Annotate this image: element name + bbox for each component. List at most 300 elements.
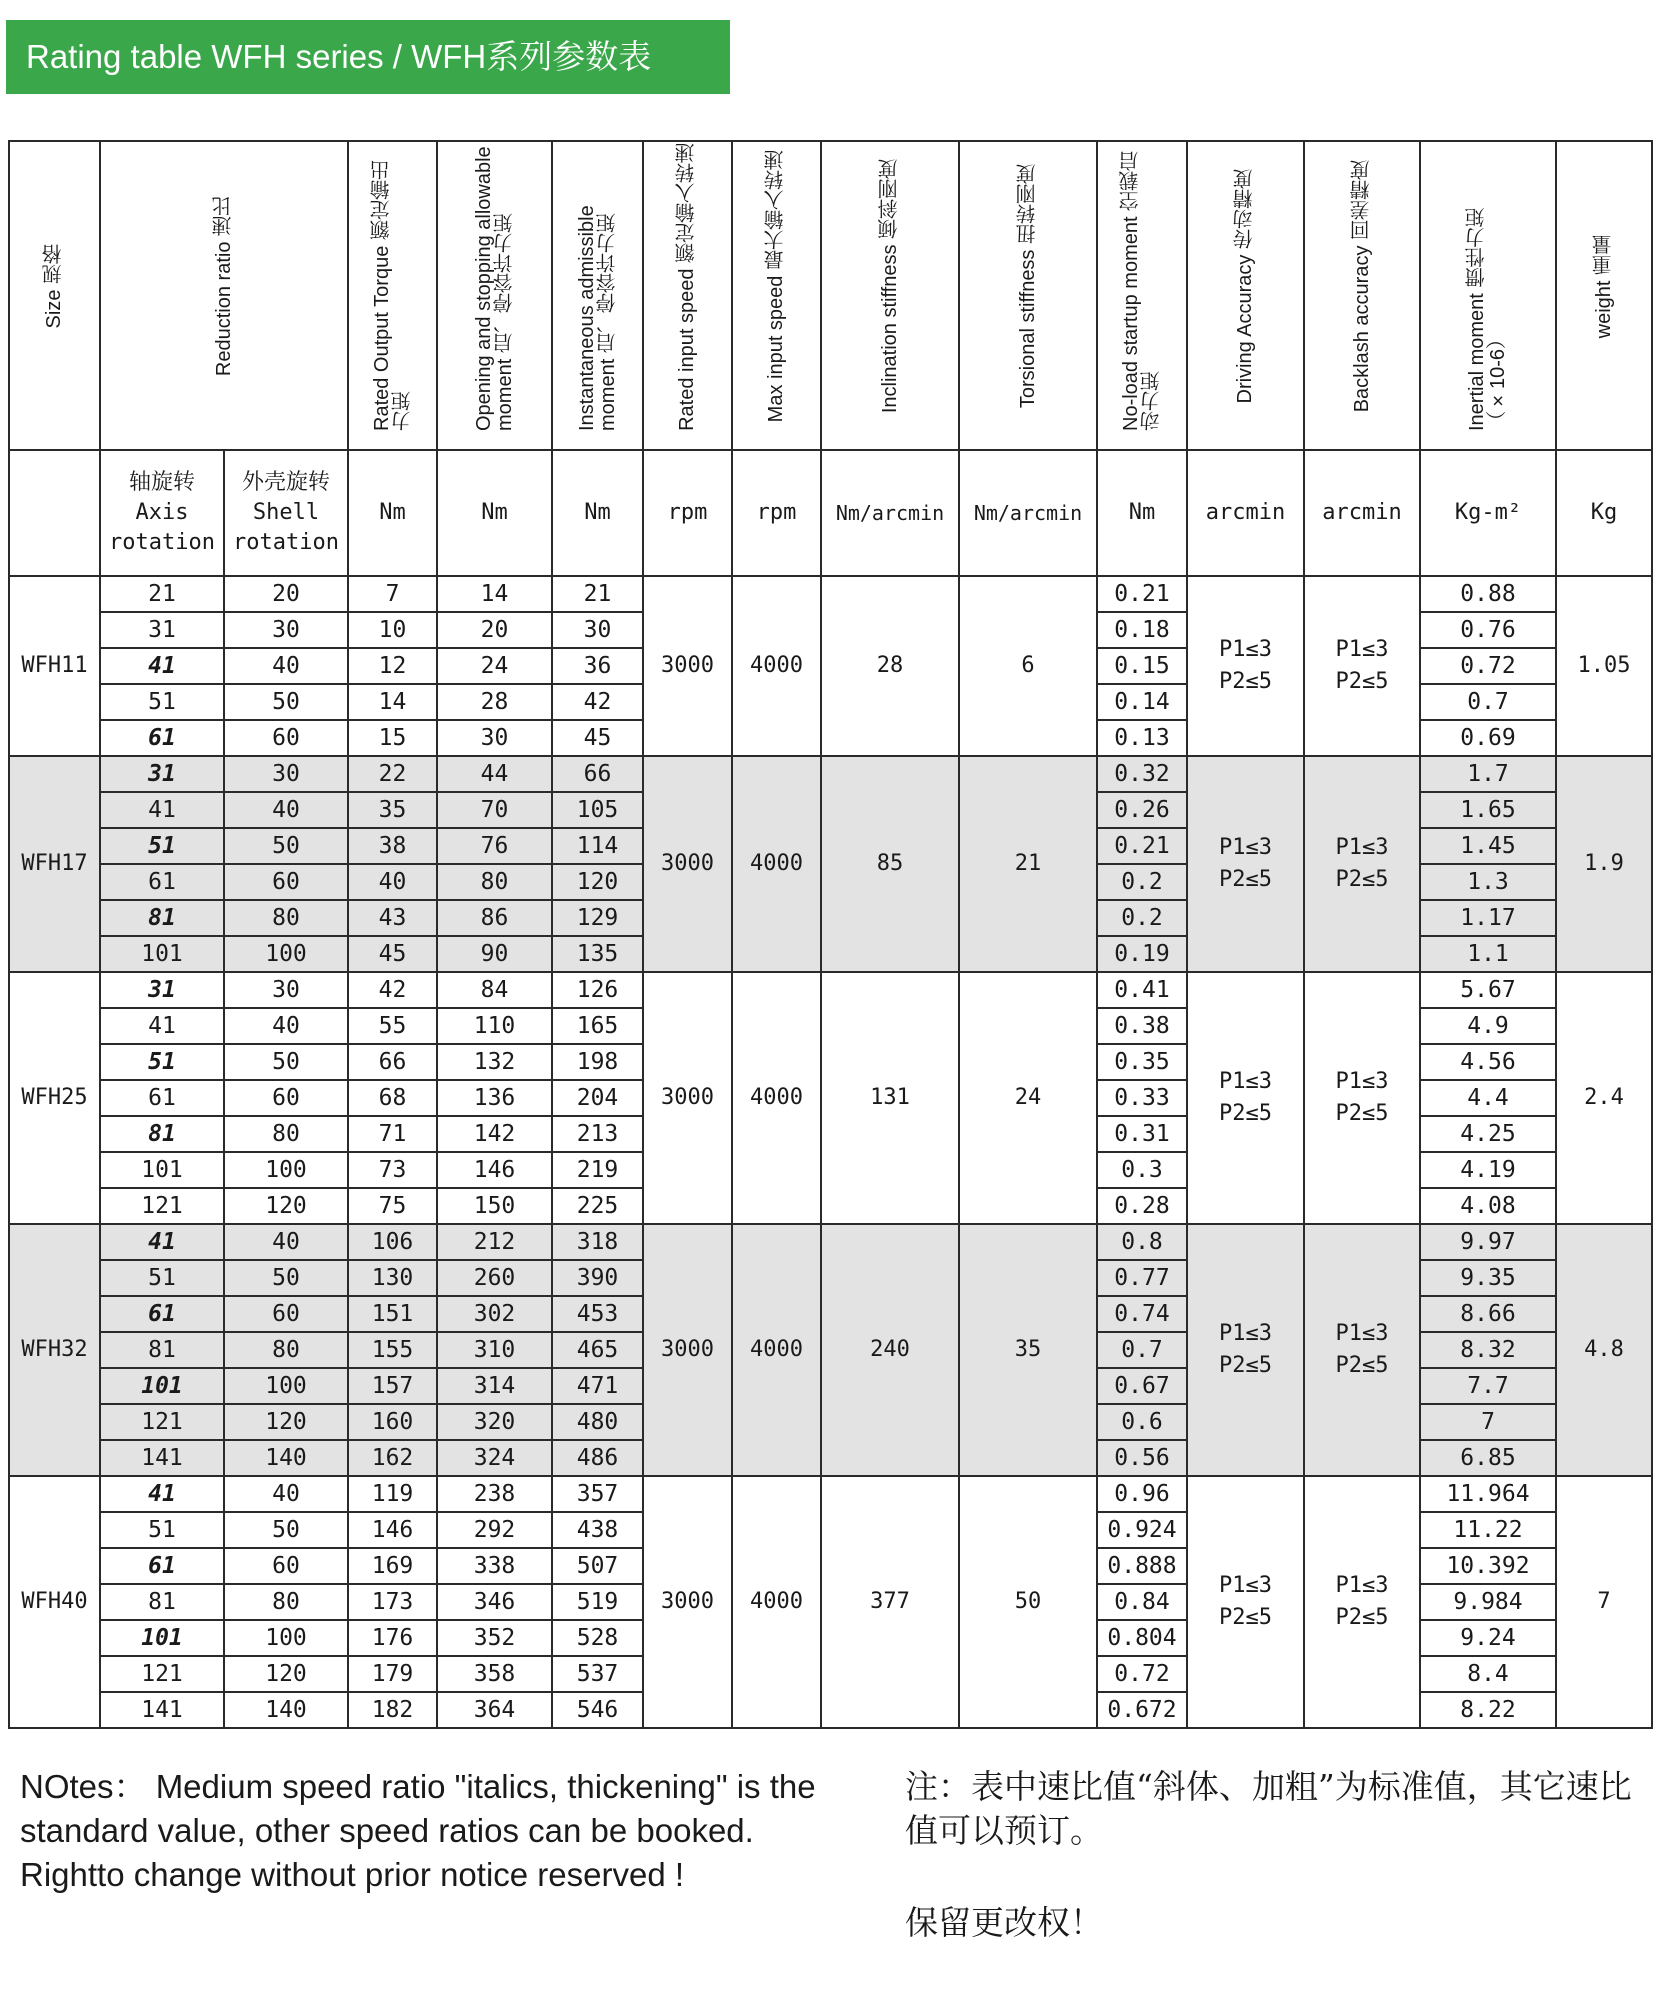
size-group-wfh17 (9, 756, 1652, 972)
axis-ratio-cell: 41 (100, 648, 224, 684)
header-row-units (9, 450, 1652, 576)
opening-moment-cell: 44 (437, 756, 552, 792)
shell-ratio-cell: 30 (224, 972, 348, 1008)
inertia-cell: 10.392 (1420, 1548, 1556, 1584)
axis-ratio-cell: 141 (100, 1692, 224, 1728)
inertia-cell: 0.72 (1420, 648, 1556, 684)
shell-ratio-cell: 40 (224, 648, 348, 684)
size-cell: WFH40 (9, 1476, 100, 1728)
inclination-stiffness-cell: 240 (821, 1224, 959, 1476)
opening-moment-cell: 80 (437, 864, 552, 900)
noload-moment-cell: 0.77 (1097, 1260, 1187, 1296)
axis-ratio-cell: 121 (100, 1404, 224, 1440)
header-rated-input-speed: Rated input speed 额定输入转速 (643, 141, 732, 450)
max-input-speed-cell: 4000 (732, 972, 821, 1224)
axis-ratio-cell: 61 (100, 1080, 224, 1116)
instantaneous-moment-cell: 129 (552, 900, 643, 936)
weight-cell: 1.9 (1556, 756, 1652, 972)
instantaneous-moment-cell: 21 (552, 576, 643, 612)
unit-size (9, 450, 100, 576)
rated-torque-cell: 10 (348, 612, 437, 648)
rated-torque-cell: 45 (348, 936, 437, 972)
opening-moment-cell: 150 (437, 1188, 552, 1224)
shell-ratio-cell: 140 (224, 1692, 348, 1728)
shell-ratio-cell: 80 (224, 900, 348, 936)
instantaneous-moment-cell: 204 (552, 1080, 643, 1116)
opening-moment-cell: 142 (437, 1116, 552, 1152)
shell-ratio-cell: 30 (224, 756, 348, 792)
shell-ratio-cell: 40 (224, 1224, 348, 1260)
opening-moment-cell: 364 (437, 1692, 552, 1728)
axis-ratio-cell: 61 (100, 1296, 224, 1332)
noload-moment-cell: 0.6 (1097, 1404, 1187, 1440)
opening-moment-cell: 90 (437, 936, 552, 972)
inertia-cell: 7 (1420, 1404, 1556, 1440)
instantaneous-moment-cell: 537 (552, 1656, 643, 1692)
shell-ratio-cell: 80 (224, 1584, 348, 1620)
shell-ratio-cell: 100 (224, 1620, 348, 1656)
unit-opening-stopping-moment: Nm (437, 450, 552, 576)
table-row (9, 1476, 1652, 1512)
noload-moment-cell: 0.13 (1097, 720, 1187, 756)
noload-moment-cell: 0.18 (1097, 612, 1187, 648)
instantaneous-moment-cell: 318 (552, 1224, 643, 1260)
noload-moment-cell: 0.2 (1097, 900, 1187, 936)
rated-input-speed-cell: 3000 (643, 1224, 732, 1476)
opening-moment-cell: 212 (437, 1224, 552, 1260)
rated-torque-cell: 155 (348, 1332, 437, 1368)
instantaneous-moment-cell: 225 (552, 1188, 643, 1224)
size-cell: WFH11 (9, 576, 100, 756)
shell-ratio-cell: 120 (224, 1656, 348, 1692)
shell-ratio-cell: 100 (224, 936, 348, 972)
noload-moment-cell: 0.31 (1097, 1116, 1187, 1152)
rated-torque-cell: 130 (348, 1260, 437, 1296)
instantaneous-moment-cell: 546 (552, 1692, 643, 1728)
rated-torque-cell: 182 (348, 1692, 437, 1728)
notes-english (20, 1765, 850, 1897)
instantaneous-moment-cell: 45 (552, 720, 643, 756)
unit-backlash-accuracy: arcmin (1304, 450, 1420, 576)
noload-moment-cell: 0.67 (1097, 1368, 1187, 1404)
header-torsional-stiffness: Torsional stiffness 扭转刚度 (959, 141, 1097, 450)
header-weight: weight 重量 (1556, 141, 1652, 450)
rated-torque-cell: 176 (348, 1620, 437, 1656)
unit-driving-accuracy: arcmin (1187, 450, 1304, 576)
max-input-speed-cell: 4000 (732, 576, 821, 756)
torsional-stiffness-cell: 6 (959, 576, 1097, 756)
notes-cn-line2: 保留更改权！ (905, 1903, 1103, 1942)
axis-ratio-cell: 61 (100, 720, 224, 756)
noload-moment-cell: 0.15 (1097, 648, 1187, 684)
opening-moment-cell: 358 (437, 1656, 552, 1692)
opening-moment-cell: 110 (437, 1008, 552, 1044)
noload-moment-cell: 0.96 (1097, 1476, 1187, 1512)
rated-torque-cell: 179 (348, 1656, 437, 1692)
axis-ratio-cell: 51 (100, 1512, 224, 1548)
rated-torque-cell: 7 (348, 576, 437, 612)
axis-ratio-cell: 121 (100, 1656, 224, 1692)
rated-torque-cell: 66 (348, 1044, 437, 1080)
shell-ratio-cell: 140 (224, 1440, 348, 1476)
noload-moment-cell: 0.26 (1097, 792, 1187, 828)
rated-torque-cell: 12 (348, 648, 437, 684)
rated-torque-cell: 157 (348, 1368, 437, 1404)
opening-moment-cell: 320 (437, 1404, 552, 1440)
opening-moment-cell: 260 (437, 1260, 552, 1296)
rated-torque-cell: 14 (348, 684, 437, 720)
inertia-cell: 8.22 (1420, 1692, 1556, 1728)
instantaneous-moment-cell: 453 (552, 1296, 643, 1332)
opening-moment-cell: 346 (437, 1584, 552, 1620)
inclination-stiffness-cell: 377 (821, 1476, 959, 1728)
backlash-accuracy-cell: P1≤3 P2≤5 (1304, 972, 1420, 1224)
shell-ratio-cell: 50 (224, 1260, 348, 1296)
rated-input-speed-cell: 3000 (643, 972, 732, 1224)
noload-moment-cell: 0.28 (1097, 1188, 1187, 1224)
weight-cell: 2.4 (1556, 972, 1652, 1224)
opening-moment-cell: 28 (437, 684, 552, 720)
notes-cn-line1: 注：表中速比值“斜体、加粗”为标准值，其它速比值可以预订。 (905, 1767, 1632, 1850)
noload-moment-cell: 0.32 (1097, 756, 1187, 792)
table-row (9, 972, 1652, 1008)
driving-accuracy-cell: P1≤3 P2≤5 (1187, 576, 1304, 756)
instantaneous-moment-cell: 219 (552, 1152, 643, 1188)
axis-ratio-cell: 61 (100, 1548, 224, 1584)
noload-moment-cell: 0.672 (1097, 1692, 1187, 1728)
subheader-shell-rotation: 外壳旋转 Shell rotation (224, 450, 348, 576)
rated-torque-cell: 40 (348, 864, 437, 900)
rated-input-speed-cell: 3000 (643, 756, 732, 972)
axis-ratio-cell: 101 (100, 1368, 224, 1404)
axis-ratio-cell: 81 (100, 900, 224, 936)
backlash-accuracy-cell: P1≤3 P2≤5 (1304, 1476, 1420, 1728)
opening-moment-cell: 324 (437, 1440, 552, 1476)
table-row (9, 1224, 1652, 1260)
rated-torque-cell: 119 (348, 1476, 437, 1512)
table-row (9, 576, 1652, 612)
torsional-stiffness-cell: 21 (959, 756, 1097, 972)
torsional-stiffness-cell: 35 (959, 1224, 1097, 1476)
shell-ratio-cell: 40 (224, 1008, 348, 1044)
header-row-labels (9, 141, 1652, 450)
shell-ratio-cell: 60 (224, 864, 348, 900)
weight-cell: 4.8 (1556, 1224, 1652, 1476)
noload-moment-cell: 0.74 (1097, 1296, 1187, 1332)
instantaneous-moment-cell: 471 (552, 1368, 643, 1404)
opening-moment-cell: 70 (437, 792, 552, 828)
instantaneous-moment-cell: 66 (552, 756, 643, 792)
rated-torque-cell: 146 (348, 1512, 437, 1548)
unit-weight: Kg (1556, 450, 1652, 576)
rated-torque-cell: 73 (348, 1152, 437, 1188)
noload-moment-cell: 0.41 (1097, 972, 1187, 1008)
noload-moment-cell: 0.84 (1097, 1584, 1187, 1620)
instantaneous-moment-cell: 528 (552, 1620, 643, 1656)
instantaneous-moment-cell: 30 (552, 612, 643, 648)
inertia-cell: 9.24 (1420, 1620, 1556, 1656)
instantaneous-moment-cell: 357 (552, 1476, 643, 1512)
rated-torque-cell: 35 (348, 792, 437, 828)
shell-ratio-cell: 60 (224, 1296, 348, 1332)
shell-ratio-cell: 80 (224, 1116, 348, 1152)
opening-moment-cell: 30 (437, 720, 552, 756)
noload-moment-cell: 0.21 (1097, 576, 1187, 612)
inertia-cell: 0.69 (1420, 720, 1556, 756)
inertia-cell: 9.984 (1420, 1584, 1556, 1620)
inclination-stiffness-cell: 85 (821, 756, 959, 972)
shell-ratio-cell: 50 (224, 1512, 348, 1548)
noload-moment-cell: 0.35 (1097, 1044, 1187, 1080)
unit-max-input-speed: rpm (732, 450, 821, 576)
axis-ratio-cell: 101 (100, 1152, 224, 1188)
unit-rated-output-torque: Nm (348, 450, 437, 576)
axis-ratio-cell: 81 (100, 1116, 224, 1152)
opening-moment-cell: 292 (437, 1512, 552, 1548)
noload-moment-cell: 0.33 (1097, 1080, 1187, 1116)
opening-moment-cell: 314 (437, 1368, 552, 1404)
instantaneous-moment-cell: 213 (552, 1116, 643, 1152)
noload-moment-cell: 0.3 (1097, 1152, 1187, 1188)
rated-torque-cell: 55 (348, 1008, 437, 1044)
shell-ratio-cell: 100 (224, 1152, 348, 1188)
shell-ratio-cell: 120 (224, 1404, 348, 1440)
opening-moment-cell: 338 (437, 1548, 552, 1584)
axis-ratio-cell: 41 (100, 792, 224, 828)
opening-moment-cell: 76 (437, 828, 552, 864)
size-cell: WFH32 (9, 1224, 100, 1476)
rated-input-speed-cell: 3000 (643, 576, 732, 756)
inertia-cell: 8.66 (1420, 1296, 1556, 1332)
instantaneous-moment-cell: 519 (552, 1584, 643, 1620)
page-title: Rating table WFH series / WFH系列参数表 (6, 20, 730, 94)
notes-chinese (905, 1765, 1645, 1945)
unit-noload-startup-moment: Nm (1097, 450, 1187, 576)
rated-torque-cell: 106 (348, 1224, 437, 1260)
header-backlash-accuracy: Backlash accuracy 回差精度 (1304, 141, 1420, 450)
noload-moment-cell: 0.924 (1097, 1512, 1187, 1548)
instantaneous-moment-cell: 120 (552, 864, 643, 900)
axis-ratio-cell: 21 (100, 576, 224, 612)
header-inclination-stiffness: Inclination stiffness 倾斜刚度 (821, 141, 959, 450)
header-max-input-speed: Max input speed 最大输入转速 (732, 141, 821, 450)
torsional-stiffness-cell: 50 (959, 1476, 1097, 1728)
unit-torsional-stiffness: Nm/arcmin (959, 450, 1097, 576)
inertia-cell: 4.4 (1420, 1080, 1556, 1116)
shell-ratio-cell: 50 (224, 1044, 348, 1080)
weight-cell: 7 (1556, 1476, 1652, 1728)
inertia-cell: 4.19 (1420, 1152, 1556, 1188)
rated-torque-cell: 160 (348, 1404, 437, 1440)
opening-moment-cell: 146 (437, 1152, 552, 1188)
max-input-speed-cell: 4000 (732, 1224, 821, 1476)
axis-ratio-cell: 101 (100, 1620, 224, 1656)
inertia-cell: 1.45 (1420, 828, 1556, 864)
instantaneous-moment-cell: 198 (552, 1044, 643, 1080)
axis-ratio-cell: 51 (100, 1260, 224, 1296)
axis-ratio-cell: 61 (100, 864, 224, 900)
opening-moment-cell: 136 (437, 1080, 552, 1116)
max-input-speed-cell: 4000 (732, 756, 821, 972)
shell-ratio-cell: 60 (224, 1080, 348, 1116)
rated-torque-cell: 173 (348, 1584, 437, 1620)
axis-ratio-cell: 51 (100, 1044, 224, 1080)
inertia-cell: 0.88 (1420, 576, 1556, 612)
rated-torque-cell: 15 (348, 720, 437, 756)
inertia-cell: 4.25 (1420, 1116, 1556, 1152)
axis-ratio-cell: 31 (100, 612, 224, 648)
size-group-wfh32 (9, 1224, 1652, 1476)
axis-ratio-cell: 81 (100, 1584, 224, 1620)
driving-accuracy-cell: P1≤3 P2≤5 (1187, 756, 1304, 972)
instantaneous-moment-cell: 114 (552, 828, 643, 864)
max-input-speed-cell: 4000 (732, 1476, 821, 1728)
shell-ratio-cell: 50 (224, 684, 348, 720)
shell-ratio-cell: 60 (224, 720, 348, 756)
opening-moment-cell: 238 (437, 1476, 552, 1512)
instantaneous-moment-cell: 135 (552, 936, 643, 972)
header-driving-accuracy: Driving Accuracy 传动精度 (1187, 141, 1304, 450)
inertia-cell: 1.1 (1420, 936, 1556, 972)
notes-en-line2: Rightto change without prior notice reserved ! (20, 1856, 685, 1893)
opening-moment-cell: 24 (437, 648, 552, 684)
axis-ratio-cell: 41 (100, 1224, 224, 1260)
instantaneous-moment-cell: 438 (552, 1512, 643, 1548)
rated-torque-cell: 68 (348, 1080, 437, 1116)
table-row (9, 756, 1652, 792)
axis-ratio-cell: 141 (100, 1440, 224, 1476)
inertia-cell: 6.85 (1420, 1440, 1556, 1476)
notes-en-line1: NOtes： Medium speed ratio "italics, thickening" is the standard value, other speed ratios can be booked. (20, 1768, 816, 1849)
instantaneous-moment-cell: 42 (552, 684, 643, 720)
weight-cell: 1.05 (1556, 576, 1652, 756)
rated-input-speed-cell: 3000 (643, 1476, 732, 1728)
rated-torque-cell: 71 (348, 1116, 437, 1152)
axis-ratio-cell: 41 (100, 1008, 224, 1044)
noload-moment-cell: 0.14 (1097, 684, 1187, 720)
opening-moment-cell: 352 (437, 1620, 552, 1656)
backlash-accuracy-cell: P1≤3 P2≤5 (1304, 1224, 1420, 1476)
inertia-cell: 5.67 (1420, 972, 1556, 1008)
driving-accuracy-cell: P1≤3 P2≤5 (1187, 1476, 1304, 1728)
torsional-stiffness-cell: 24 (959, 972, 1097, 1224)
inertia-cell: 1.65 (1420, 792, 1556, 828)
axis-ratio-cell: 31 (100, 756, 224, 792)
instantaneous-moment-cell: 36 (552, 648, 643, 684)
header-opening-stopping-moment: Opening and stopping allowable moment 启、停容许力矩 (437, 141, 552, 450)
axis-ratio-cell: 101 (100, 936, 224, 972)
shell-ratio-cell: 120 (224, 1188, 348, 1224)
shell-ratio-cell: 20 (224, 576, 348, 612)
header-noload-startup-moment: No-load startup moment 空载启动力矩 (1097, 141, 1187, 450)
shell-ratio-cell: 30 (224, 612, 348, 648)
size-group-wfh40 (9, 1476, 1652, 1728)
unit-inclination-stiffness: Nm/arcmin (821, 450, 959, 576)
noload-moment-cell: 0.8 (1097, 1224, 1187, 1260)
rated-torque-cell: 169 (348, 1548, 437, 1584)
noload-moment-cell: 0.38 (1097, 1008, 1187, 1044)
inertia-cell: 1.17 (1420, 900, 1556, 936)
shell-ratio-cell: 80 (224, 1332, 348, 1368)
noload-moment-cell: 0.888 (1097, 1548, 1187, 1584)
unit-inertial-moment: Kg-m² (1420, 450, 1556, 576)
inertia-cell: 11.22 (1420, 1512, 1556, 1548)
rated-torque-cell: 38 (348, 828, 437, 864)
shell-ratio-cell: 40 (224, 792, 348, 828)
header-instantaneous-moment: Instantaneous admissible moment 启、停容许力矩 (552, 141, 643, 450)
noload-moment-cell: 0.19 (1097, 936, 1187, 972)
inertia-cell: 1.3 (1420, 864, 1556, 900)
instantaneous-moment-cell: 480 (552, 1404, 643, 1440)
rated-torque-cell: 162 (348, 1440, 437, 1476)
instantaneous-moment-cell: 126 (552, 972, 643, 1008)
inertia-cell: 8.4 (1420, 1656, 1556, 1692)
inertia-cell: 4.08 (1420, 1188, 1556, 1224)
inertia-cell: 4.9 (1420, 1008, 1556, 1044)
opening-moment-cell: 132 (437, 1044, 552, 1080)
opening-moment-cell: 84 (437, 972, 552, 1008)
shell-ratio-cell: 40 (224, 1476, 348, 1512)
rated-torque-cell: 75 (348, 1188, 437, 1224)
backlash-accuracy-cell: P1≤3 P2≤5 (1304, 756, 1420, 972)
header-size: Size 规格 (9, 141, 100, 450)
subheader-axis-rotation: 轴旋转 Axis rotation (100, 450, 224, 576)
opening-moment-cell: 20 (437, 612, 552, 648)
header-inertial-moment: Inertial moment 惯性力矩（×10-6） (1420, 141, 1556, 450)
noload-moment-cell: 0.804 (1097, 1620, 1187, 1656)
noload-moment-cell: 0.7 (1097, 1332, 1187, 1368)
inertia-cell: 9.35 (1420, 1260, 1556, 1296)
instantaneous-moment-cell: 507 (552, 1548, 643, 1584)
instantaneous-moment-cell: 465 (552, 1332, 643, 1368)
inclination-stiffness-cell: 28 (821, 576, 959, 756)
inertia-cell: 7.7 (1420, 1368, 1556, 1404)
shell-ratio-cell: 100 (224, 1368, 348, 1404)
size-group-wfh11 (9, 576, 1652, 756)
opening-moment-cell: 14 (437, 576, 552, 612)
unit-instantaneous-moment: Nm (552, 450, 643, 576)
size-cell: WFH17 (9, 756, 100, 972)
backlash-accuracy-cell: P1≤3 P2≤5 (1304, 576, 1420, 756)
instantaneous-moment-cell: 486 (552, 1440, 643, 1476)
inertia-cell: 8.32 (1420, 1332, 1556, 1368)
axis-ratio-cell: 31 (100, 972, 224, 1008)
header-reduction-ratio: Reduction ratio 速比 (100, 141, 348, 450)
axis-ratio-cell: 81 (100, 1332, 224, 1368)
noload-moment-cell: 0.2 (1097, 864, 1187, 900)
shell-ratio-cell: 50 (224, 828, 348, 864)
noload-moment-cell: 0.21 (1097, 828, 1187, 864)
rated-torque-cell: 43 (348, 900, 437, 936)
axis-ratio-cell: 41 (100, 1476, 224, 1512)
opening-moment-cell: 310 (437, 1332, 552, 1368)
axis-ratio-cell: 51 (100, 684, 224, 720)
size-group-wfh25 (9, 972, 1652, 1224)
size-cell: WFH25 (9, 972, 100, 1224)
axis-ratio-cell: 121 (100, 1188, 224, 1224)
inertia-cell: 11.964 (1420, 1476, 1556, 1512)
rated-torque-cell: 42 (348, 972, 437, 1008)
inertia-cell: 9.97 (1420, 1224, 1556, 1260)
instantaneous-moment-cell: 390 (552, 1260, 643, 1296)
opening-moment-cell: 86 (437, 900, 552, 936)
rated-torque-cell: 22 (348, 756, 437, 792)
inertia-cell: 0.76 (1420, 612, 1556, 648)
rated-torque-cell: 151 (348, 1296, 437, 1332)
driving-accuracy-cell: P1≤3 P2≤5 (1187, 1224, 1304, 1476)
noload-moment-cell: 0.72 (1097, 1656, 1187, 1692)
inertia-cell: 4.56 (1420, 1044, 1556, 1080)
